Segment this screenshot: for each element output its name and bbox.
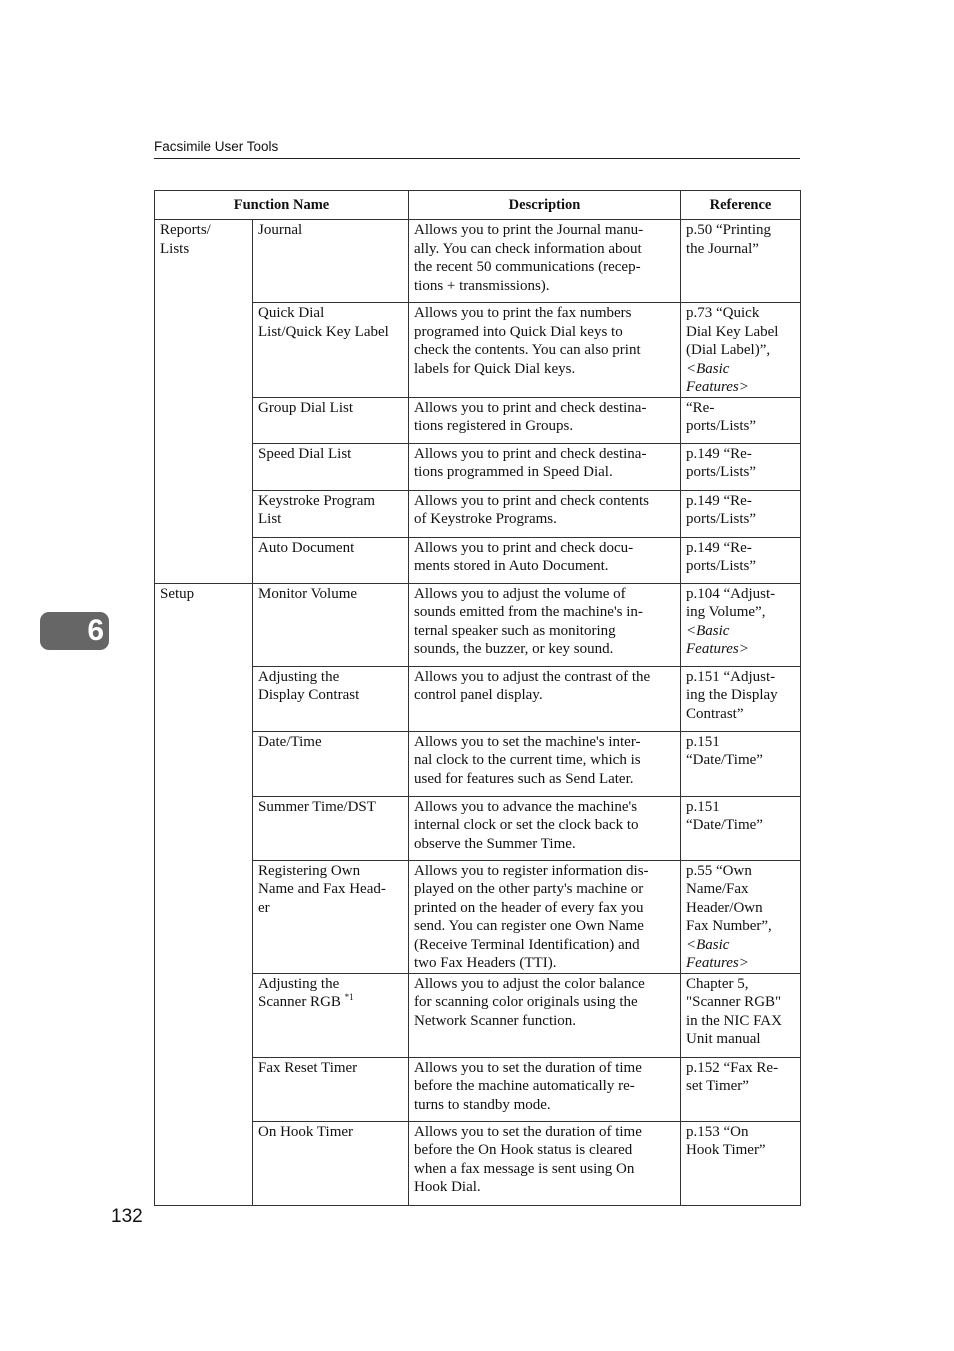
function-name-text: Summer Time/DST: [258, 798, 376, 815]
function-name-cell: [253, 973, 409, 1057]
function-table: [154, 190, 801, 1206]
column-header-description: Description: [409, 191, 681, 220]
description-cell: Allows you to print and check destina- tions registered in Groups.: [409, 397, 681, 443]
function-name-cell: [253, 537, 409, 583]
function-name-cell: [253, 583, 409, 666]
table-body: [155, 220, 801, 1206]
reference-cell: [681, 731, 801, 796]
reference-cell: [681, 973, 801, 1057]
function-name-text: Monitor Volume: [258, 585, 358, 602]
reference-text: p.50 “Printing the Journal”: [686, 222, 771, 257]
reference-text: p.73 “Quick Dial Key Label (Dial Label)”,: [686, 305, 779, 358]
table-header-row: [155, 191, 801, 220]
description-cell: Allows you to set the duration of time before the machine automatically re- turns to standby mode.: [409, 1057, 681, 1121]
chapter-tab: [40, 612, 109, 650]
function-name-text: Auto Document: [258, 539, 355, 556]
function-name-cell: [253, 1121, 409, 1205]
function-name-cell: [253, 796, 409, 860]
function-name-cell: [253, 1057, 409, 1121]
function-name-text: Group Dial List: [258, 399, 353, 416]
reference-cell: [681, 1057, 801, 1121]
function-name-text: Quick Dial List/Quick Key Label: [258, 305, 389, 340]
reference-manual-name: <Basic Features>: [686, 360, 749, 395]
reference-cell: [681, 537, 801, 583]
description-cell: Allows you to adjust the contrast of the control panel display.: [409, 666, 681, 731]
reference-cell: [681, 860, 801, 973]
table-row: [155, 583, 801, 666]
running-header: [154, 138, 800, 159]
function-name-cell: [253, 731, 409, 796]
running-header-title: Facsimile User Tools: [154, 139, 279, 154]
reference-text: p.149 “Re- ports/Lists”: [686, 445, 756, 480]
chapter-number: 6: [87, 614, 104, 647]
description-cell: Allows you to adjust the color balance for scanning color originals using the Network Scanner function.: [409, 973, 681, 1057]
reference-text: p.153 “On Hook Timer”: [686, 1123, 766, 1158]
reference-cell: [681, 443, 801, 490]
function-name-cell: [253, 860, 409, 973]
function-name-text: Adjusting the Display Contrast: [258, 668, 360, 703]
footnote-marker: *1: [344, 992, 354, 1002]
column-header-reference: Reference: [681, 191, 801, 220]
function-name-text: Adjusting the Scanner RGB: [258, 975, 341, 1010]
function-name-text: Keystroke Program List: [258, 492, 376, 527]
reference-manual-name: <Basic Features>: [686, 622, 749, 657]
function-name-cell: [253, 303, 409, 398]
reference-text: p.151 “Date/Time”: [686, 733, 763, 768]
reference-text: p.149 “Re- ports/Lists”: [686, 492, 756, 527]
reference-text: p.151 “Adjust- ing the Display Contrast”: [686, 668, 778, 722]
reference-cell: [681, 583, 801, 666]
reference-text: p.151 “Date/Time”: [686, 798, 763, 833]
description-cell: Allows you to print and check destina- tions programmed in Speed Dial.: [409, 443, 681, 490]
description-cell: Allows you to adjust the volume of sounds emitted from the machine's in- ternal speaker such as monitoring sounds, the buzzer, or key sound.: [409, 583, 681, 666]
function-name-text: Fax Reset Timer: [258, 1059, 358, 1076]
reference-cell: [681, 397, 801, 443]
reference-text: p.152 “Fax Re- set Timer”: [686, 1059, 779, 1094]
reference-cell: [681, 220, 801, 303]
reference-cell: [681, 1121, 801, 1205]
description-cell: Allows you to print the Journal manu- ally. You can check information about the recent 50 communications (recep- tions + transmissions).: [409, 220, 681, 303]
reference-cell: [681, 303, 801, 398]
page-number: 132: [111, 1206, 143, 1227]
column-header-function-name: Function Name: [155, 191, 409, 220]
function-name-text: Speed Dial List: [258, 445, 352, 462]
reference-cell: [681, 490, 801, 537]
function-name-cell: [253, 666, 409, 731]
description-cell: Allows you to print and check contents of Keystroke Programs.: [409, 490, 681, 537]
table-row: [155, 220, 801, 303]
function-name-text: Registering Own Name and Fax Head- er: [258, 862, 386, 916]
category-cell: Setup: [155, 583, 253, 1205]
description-cell: Allows you to set the machine's inter- nal clock to the current time, which is used for features such as Send Later.: [409, 731, 681, 796]
reference-manual-name: <Basic Features>: [686, 936, 749, 971]
reference-cell: [681, 666, 801, 731]
reference-text: “Re- ports/Lists”: [686, 399, 756, 434]
description-cell: Allows you to set the duration of time before the On Hook status is cleared when a fax message is sent using On Hook Dial.: [409, 1121, 681, 1205]
function-name-cell: [253, 443, 409, 490]
description-cell: Allows you to advance the machine's internal clock or set the clock back to observe the Summer Time.: [409, 796, 681, 860]
description-cell: Allows you to print the fax numbers programed into Quick Dial keys to check the contents. You can also print labels for Quick Dial keys.: [409, 303, 681, 398]
function-name-cell: [253, 220, 409, 303]
description-cell: Allows you to register information dis- played on the other party's machine or printed on the header of every fax you send. You can register one Own Name (Receive Terminal Identification) and two Fax Headers (TTI).: [409, 860, 681, 973]
reference-text: p.104 “Adjust- ing Volume”,: [686, 585, 776, 620]
function-name-cell: [253, 490, 409, 537]
function-name-cell: [253, 397, 409, 443]
function-name-text: On Hook Timer: [258, 1123, 354, 1140]
reference-text: p.149 “Re- ports/Lists”: [686, 539, 756, 574]
reference-text: p.55 “Own Name/Fax Header/Own Fax Number”,: [686, 862, 772, 934]
reference-text: Chapter 5, "Scanner RGB" in the NIC FAX Unit manual: [686, 975, 782, 1047]
description-cell: Allows you to print and check docu- ments stored in Auto Document.: [409, 537, 681, 583]
category-cell: Reports/ Lists: [155, 220, 253, 584]
function-name-text: Date/Time: [258, 733, 322, 750]
function-name-text: Journal: [258, 222, 303, 238]
reference-cell: [681, 796, 801, 860]
